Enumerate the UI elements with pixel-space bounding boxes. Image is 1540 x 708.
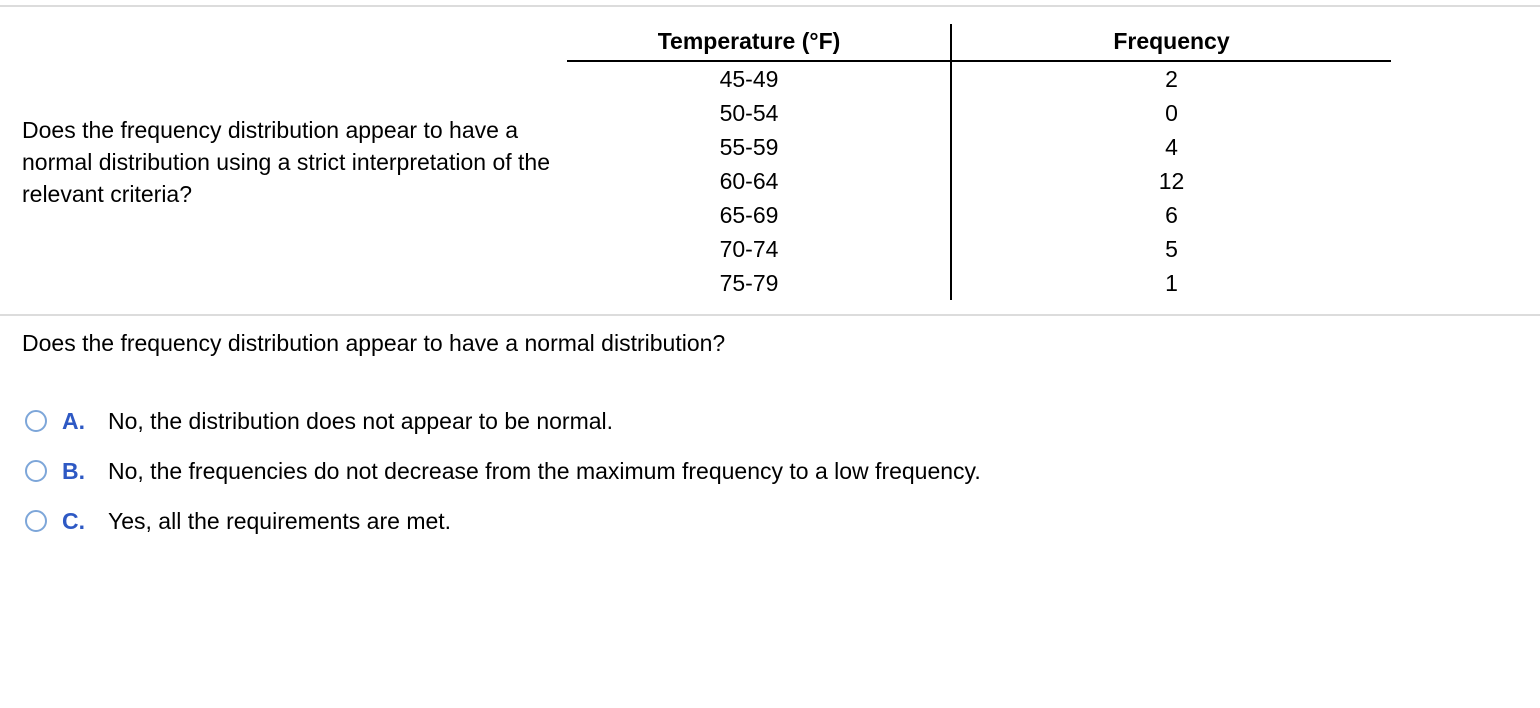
temperature-cell: 45-49	[719, 66, 779, 92]
option-c[interactable]	[25, 496, 981, 546]
temperature-cell: 50-54	[719, 100, 779, 126]
option-text: No, the distribution does not appear to be normal.	[108, 407, 614, 434]
radio-button-a[interactable]	[25, 410, 47, 432]
option-a[interactable]	[25, 396, 981, 446]
temperature-column	[567, 24, 951, 300]
option-text: No, the frequencies do not decrease from the maximum frequency to a low frequency.	[108, 457, 981, 484]
option-letter: A.	[62, 407, 85, 434]
temperature-header: Temperature (°F)	[657, 28, 841, 54]
temperature-cell: 55-59	[719, 134, 779, 160]
intro-question: Does the frequency distribution appear to have a normal distribution using a strict interpretation of the relevant criteria?	[22, 117, 550, 207]
option-b[interactable]	[25, 446, 981, 496]
frequency-cell: 0	[1165, 100, 1178, 126]
frequency-cell: 4	[1165, 134, 1178, 160]
section-divider	[0, 314, 1540, 316]
frequency-cell: 12	[1158, 168, 1185, 194]
top-divider	[0, 5, 1540, 7]
frequency-cell: 5	[1165, 236, 1178, 262]
temperature-cell: 60-64	[719, 168, 779, 194]
radio-button-c[interactable]	[25, 510, 47, 532]
frequency-column	[952, 24, 1391, 300]
option-letter: B.	[62, 457, 85, 484]
temperature-cell: 70-74	[719, 236, 779, 262]
frequency-table	[567, 24, 1391, 300]
frequency-header: Frequency	[1113, 28, 1230, 54]
radio-button-b[interactable]	[25, 460, 47, 482]
question-prompt: Does the frequency distribution appear to have a normal distribution?	[22, 330, 726, 356]
option-letter: C.	[62, 507, 85, 534]
temperature-cell: 75-79	[719, 270, 779, 296]
temperature-cell: 65-69	[719, 202, 779, 228]
frequency-cell: 1	[1165, 270, 1178, 296]
header-underline	[567, 60, 1391, 62]
frequency-cell: 2	[1165, 66, 1178, 92]
option-text: Yes, all the requirements are met.	[108, 507, 452, 534]
answer-options	[25, 396, 981, 546]
frequency-cell: 6	[1165, 202, 1178, 228]
